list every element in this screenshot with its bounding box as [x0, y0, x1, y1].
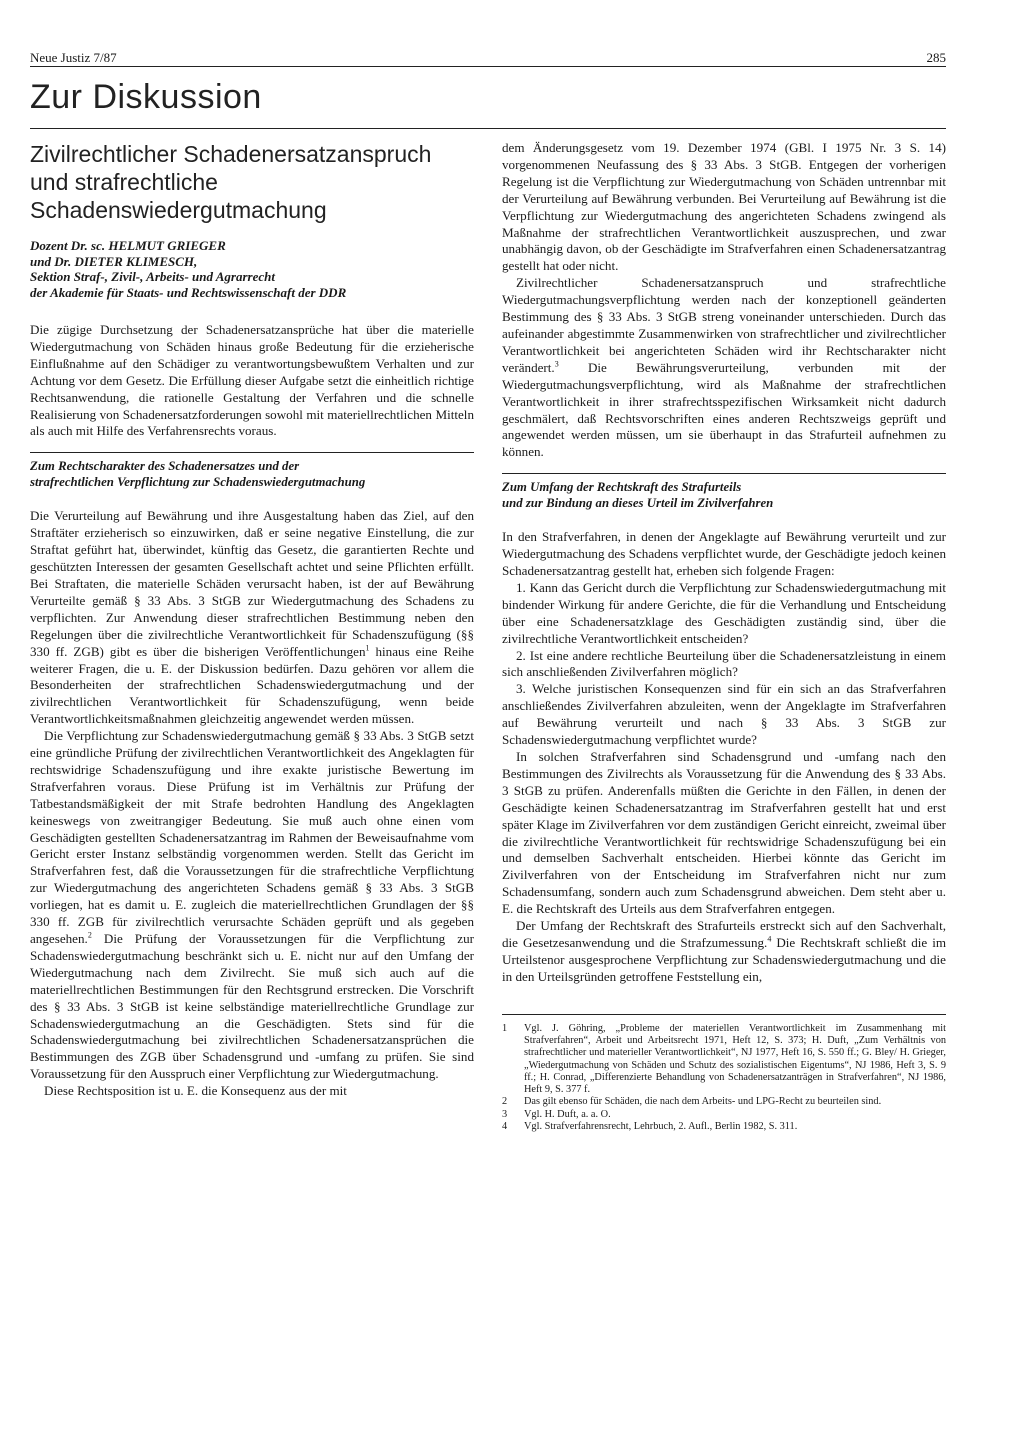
footnote-number: 1: [502, 1022, 508, 1034]
author-line: der Akademie für Staats- und Rechtswissenschaft der DDR: [30, 284, 347, 300]
author-line: Dozent Dr. sc. HELMUT GRIEGER: [30, 238, 226, 253]
body-paragraph: In den Strafverfahren, in denen der Angeklagte auf Bewährung verurteilt und zur Wiedergutmachung des Schadens verpflichtet wurde, der Geschädigte jedoch keinen Schadenersatzantrag gestellt hat, erheben sich folgende Fragen:: [502, 529, 946, 579]
footnote-number: 3: [502, 1108, 508, 1120]
text-run: Die Verurteilung auf Bewährung und ihre Ausgestaltung haben das Ziel, auf den Straftäter erzieherisch so einzuwirken, daß er seine negative Einstellung, die zur Straftat geführt hat, überwindet, künftig das Gesetz, die garantierten Rechte und geschützten Interessen der gesamten Gesellschaft achtet und seine Pflichten erfüllt. Bei Straftaten, die materielle Schäden verursacht haben, ist der auf Bewährung Verurteilte gemäß § 33 Abs. 3 StGB zur Wiedergutmachung des Schadens zu verpflichten. Zur Anwendung dieser strafrechtlichen Bestimmung neben den Regelungen über die zivilrechtliche Verantwortlichkeit für Schadenszufügung (§§ 330 ff. ZGB) gibt es über die bisherigen Veröffentlichungen: [30, 508, 474, 659]
footnote: [502, 1121, 946, 1133]
body-paragraph: [30, 728, 474, 1083]
body-paragraph: dem Änderungsgesetz vom 19. Dezember 1974 (GBl. I 1975 Nr. 3 S. 14) vorgenommenen Neufassung des § 33 Abs. 3 StGB. Entgegen der vorherigen Regelung ist die Verpflichtung zur Wiedergutmachung von Schäden untrennbar mit der Verurteilung auf Bewährung verbunden. Bei Verurteilung auf Bewährung ist die Verpflichtung zur Wiedergutmachung des angerichteten Schadens zwingend als Maßnahme der strafrechtlichen Verantwortlichkeit auszusprechen, und zwar unabhängig davon, ob der Geschädigte im Strafverfahren einen Schadenersatzantrag gestellt hat oder nicht.: [502, 140, 946, 274]
text-run: Die Verpflichtung zur Schadenswiedergutmachung gemäß § 33 Abs. 3 StGB setzt eine gründliche Prüfung der zivilrechtlichen Verantwortlichkeit des Angeklagten für rechtswidrige Schadenszufügung und ihre exakte juristische Bewertung im Strafverfahren voraus. Diese Prüfung ist im Verhältnis zur Prüfung der Tatbestandsmäßigkeit der mit Strafe bedrohten Handlung des Angeklagten keineswegs von zweitrangiger Bedeutung. Sie muß auch ohne einen vom Geschädigten gestellten Schadenersatzantrag im Rahmen der Beweisaufnahme vom Gericht erster Instanz selbständig vorgenommen werden. Stellt das Gericht im Strafverfahren fest, daß die Voraussetzungen für die strafrechtliche Verpflichtung zur Wiedergutmachung des angerichteten Schadens gemäß § 33 Abs. 3 StGB vorliegen, hat es damit u. E. zugleich die materiellrechtlichen Grundlagen der §§ 330 ff. ZGB für zivilrechtlich verursachte Schäden geprüft und als gegeben angesehen.: [30, 728, 474, 946]
right-column: [502, 140, 946, 1133]
footnote: [502, 1109, 946, 1121]
section-title: Zur Diskussion: [30, 78, 262, 116]
footnote-text: Das gilt ebenso für Schäden, die nach dem Arbeits- und LPG-Recht zu beurteilen sind.: [524, 1096, 882, 1108]
page-number: 285: [926, 50, 946, 65]
author-block: [30, 238, 474, 300]
body-paragraph: Diese Rechtsposition ist u. E. die Konsequenz aus der mit: [44, 1083, 347, 1099]
footnote-number: 4: [502, 1121, 508, 1133]
body-paragraph: [30, 508, 474, 728]
text-run: hinaus eine Reihe weiterer Fragen, die u. E. der Diskussion bedürfen. Dazu gehören vor allem die Besonderheiten der strafrechtlichen Schadenswiedergutmachung und der zivilrechtlichen Verantwortlichkeit für Schadenszufügung, wenn beide Verantwortlichkeitsmaßnahmen gleichzeitig angewendet werden müssen.: [30, 643, 474, 727]
footnote-ref-3: 3: [554, 359, 559, 369]
text-run: Der Umfang der Rechtskraft des Strafurteils erstreckt sich auf den Sachverhalt, die Gesetzesanwendung und die Strafzumessung.: [502, 918, 946, 950]
left-column: [30, 140, 474, 1100]
body-paragraph: [502, 918, 946, 986]
running-head: [30, 50, 946, 67]
journal-page: [30, 0, 946, 1438]
footnotes: [502, 1014, 946, 1134]
article-title-line: und strafrechtliche: [30, 169, 218, 195]
subheading-1: [30, 452, 474, 490]
footnote-text: Vgl. J. Göhring, „Probleme der materiellen Verantwortlichkeit im Zusammenhang mit Strafverfahren“, Arbeit und Arbeitsrecht 1971, Heft 12, S. 373; H. Duft, „Zum Verhältnis von strafrechtlicher und materieller Verantwortlichkeit“, NJ 1977, Heft 16, S. 550 ff.; G. Bley/ H. Grieger, „Wiedergutmachung von Schäden und Schutz des sozialistischen Eigentums“, NJ 1986, Heft 3, S. 9 ff.; H. Conrad, „Differenzierte Behandlung von Schadenersatzanträgen in Strafverfahren“, NJ 1986, Heft 9, S. 377 f.: [524, 1022, 946, 1096]
text-run: Die Bewährungsverurteilung, verbunden mit der Wiedergutmachungsverpflichtung, wird als Maßnahme der strafrechtlichen Verantwortlichkeit in ihrer strafrechtsspezifischen Wirksamkeit nicht dadurch geschmälert, daß Rechtsvorschriften eines anderen Rechtszweigs geprüft und angewendet werden müssen, um sie überhaupt in das Strafurteil aufnehmen zu können.: [502, 359, 946, 460]
body-paragraph: [502, 275, 946, 461]
footnote: [502, 1023, 946, 1097]
subheading-line: und zur Bindung an dieses Urteil im Zivilverfahren: [502, 496, 774, 511]
footnote-number: 2: [502, 1096, 508, 1108]
footnote: [502, 1096, 946, 1108]
footnote-text: Vgl. H. Duft, a. a. O.: [524, 1108, 611, 1120]
author-line: und Dr. DIETER KLIMESCH,: [30, 253, 198, 269]
article-title-line: Zivilrechtlicher Schadenersatzanspruch: [30, 141, 432, 167]
footnote-text: Vgl. Strafverfahrensrecht, Lehrbuch, 2. Aufl., Berlin 1982, S. 311.: [524, 1121, 798, 1133]
subheading-line: Zum Umfang der Rechtskraft des Strafurteils: [502, 480, 742, 495]
article-title: [30, 140, 474, 224]
intro-paragraph: Die zügige Durchsetzung der Schadenersatzansprüche hat über die materielle Wiedergutmachung von Schäden hinaus große Bedeutung für die erzieherische Einflußnahme auf den Schädiger zu verantwortungsbewußtem Verhalten und zur Achtung vor dem Gesetz. Die Erfüllung dieser Aufgabe setzt die einheitlich richtige Rechtsanwendung, die rationelle Gestaltung der Verfahren und die schnelle Realisierung von Schadenersatzforderungen sowohl mit materiellrechtlichen Mitteln als auch mit Hilfe des Verfahrensrechts voraus.: [30, 322, 474, 439]
article-title-line: Schadenswiedergutmachung: [30, 197, 327, 223]
footnote-ref-1: 1: [365, 643, 370, 653]
question-2: 2. Ist eine andere rechtliche Beurteilung über die Schadenersatzleistung in einem sich anschließenden Zivilverfahren möglich?: [502, 647, 946, 680]
question-3: 3. Welche juristischen Konsequenzen sind für ein sich an das Strafverfahren anschließendes Zivilverfahren abzuleiten, wenn der Angeklagte im Strafverfahren auf Bewährung verurteilt und nach § 33 Abs. 3 StGB zur Schadenswiedergutmachung verpflichtet wurde?: [502, 681, 946, 748]
subheading-line: Zum Rechtscharakter des Schadenersatzes und der: [30, 459, 300, 474]
footnote-ref-2: 2: [87, 930, 92, 940]
text-run: Die Prüfung der Voraussetzungen für die Verpflichtung zur Schadenswiedergutmachung beschränkt sich u. E. nicht nur auf den Umfang der Wiedergutmachung nach dem Zivilrecht. Sie muß sich auch auf die materiellrechtlichen Bestimmungen für den Rechtsgrund erstrecken. Die Vorschrift des § 33 Abs. 3 StGB ist keine selbständige materiellrechtliche Grundlage zur Schadenswiedergutmachung an die Geschädigten. Stets sind für die Schadenswiedergutmachung bei zivilrechtlichen Schadenersatzansprüchen die Bestimmungen des ZGB über Schadensgrund und -umfang zu prüfen. Sie sind Voraussetzung für den Ausspruch einer Verpflichtung zur Wiedergutmachung.: [30, 931, 474, 1082]
subheading-line: strafrechtlichen Verpflichtung zur Schadenswiedergutmachung: [30, 475, 366, 490]
author-line: Sektion Straf-, Zivil-, Arbeits- und Agrarrecht: [30, 269, 275, 284]
text-run: Zivilrechtlicher Schadenersatzanspruch und strafrechtliche Wiedergutmachungsverpflichtung werden nach der konzeptionell geänderten Bestimmung des § 33 Abs. 3 StGB streng voneinander unterschieden. Durch das aufeinander abgestimmte Zusammenwirken von strafrechtlicher und zivilrechtlicher Verantwortlichkeit bei angerichteten Schäden wird ihr Rechtscharakter nicht verändert.: [502, 275, 946, 375]
body-paragraph: In solchen Strafverfahren sind Schadensgrund und -umfang nach den Bestimmungen des Zivilrechts als Voraussetzung für die Anwendung des § 33 Abs. 3 StGB zu prüfen. Anderenfalls müßten die Gerichte in den Fällen, in denen der Geschädigte keinen Schadenersatzantrag im Strafverfahren gestellt hat und erst später Klage im Zivilverfahren vor dem zuständigen Gericht einreicht, zweimal über die zivilrechtliche Verantwortlichkeit für rechtswidrige Schadenszufügung bei ein und demselben Sachverhalt entscheiden. Hierbei könnte das Gericht im Zivilverfahren von der Entscheidung im Strafverfahren nicht nur zum Schadensumfang, sondern auch zum Schadensgrund abweichen. Dem steht aber u. E. die Rechtskraft des Urteils aus dem Strafverfahren entgegen.: [502, 749, 946, 917]
title-rule: [30, 128, 946, 129]
text-run: Die Rechtskraft schließt die im Urteilstenor ausgesprochene Verpflichtung zur Schadenswiedergutmachung und die in den Urteilsgründen getroffene Feststellung ein,: [502, 934, 947, 984]
footnote-ref-4: 4: [767, 934, 772, 944]
question-1: 1. Kann das Gericht durch die Verpflichtung zur Schadenswiedergutmachung mit bindender Wirkung für andere Gerichte, die für die Verhandlung und Entscheidung über eine Schadenersatzklage des Geschädigten zuständig sind, über die zivilrechtliche Verantwortlichkeit entscheiden?: [502, 579, 946, 646]
subheading-2: [502, 473, 946, 511]
journal-issue: Neue Justiz 7/87: [30, 50, 117, 65]
